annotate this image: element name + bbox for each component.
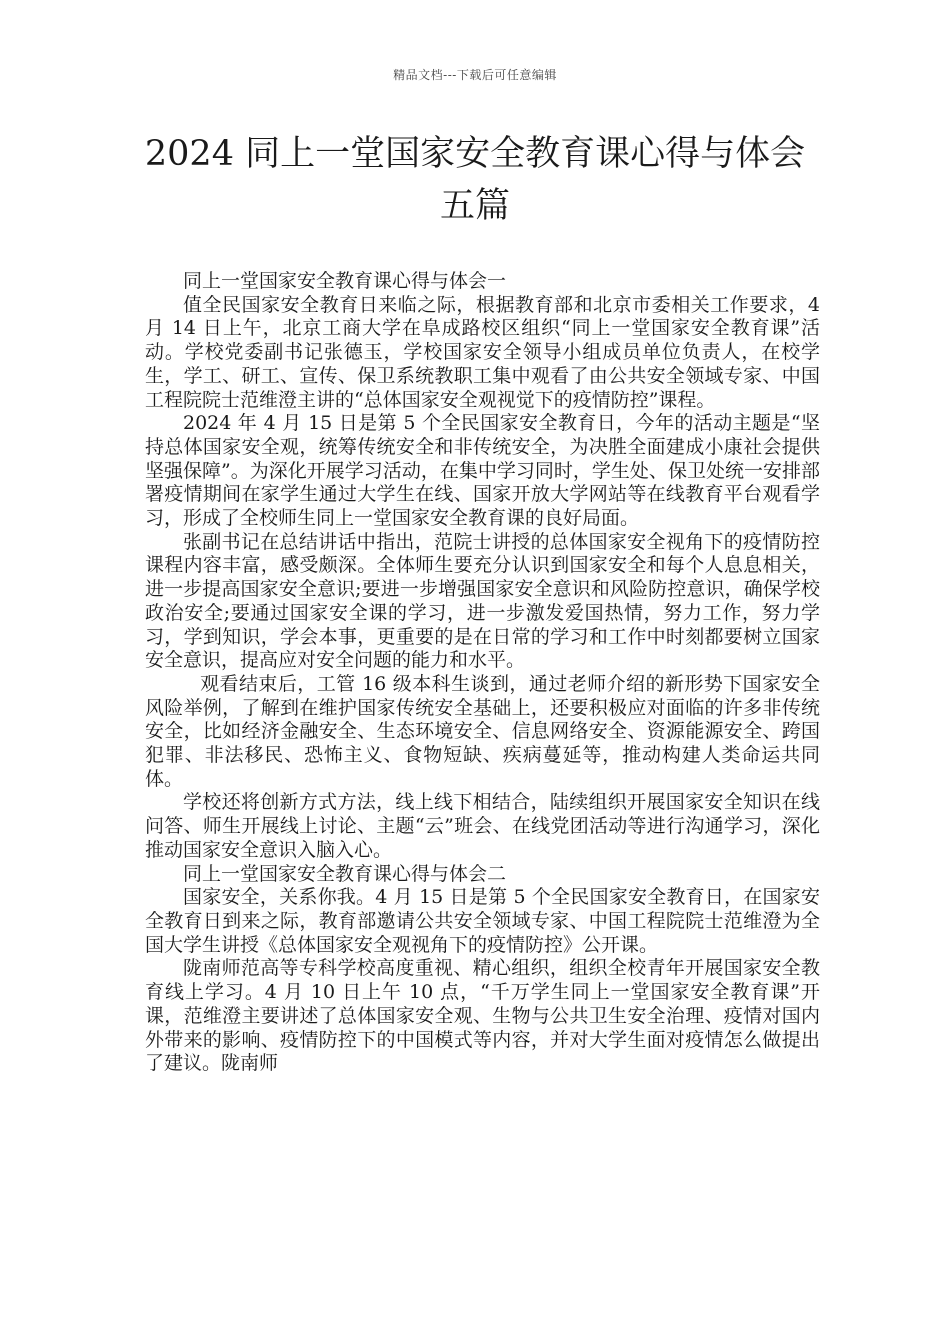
document-body [145, 270, 820, 1076]
paragraph: 2024 年 4 月 15 日是第 5 个全民国家安全教育日，今年的活动主题是“坚持总体国家安全观，统筹传统安全和非传统安全，为决胜全面建成小康社会提供坚强保障”。为深化开展学习活动，在集中学习同时，学生处、保卫处统一安排部署疫情期间在家学生通过大学生在线、国家开放大学网站等在线教育平台观看学习，形成了全校师生同上一堂国家安全教育课的良好局面。 [145, 412, 820, 530]
document-title [130, 128, 820, 232]
paragraph: 观看结束后，工管 16 级本科生谈到，通过老师介绍的新形势下国家安全风险举例，了解到在维护国家传统安全基础上，还要积极应对面临的许多非传统安全，比如经济金融安全、生态环境安全、信息网络安全、资源能源安全、跨国犯罪、非法移民、恐怖主义、食物短缺、疾病蔓延等，推动构建人类命运共同体。 [145, 672, 820, 790]
title-line-2: 五篇 [439, 186, 510, 226]
section-heading-1: 同上一堂国家安全教育课心得与体会一 [183, 270, 507, 292]
paragraph: 张副书记在总结讲话中指出，范院士讲授的总体国家安全视角下的疫情防控课程内容丰富，感受颇深。全体师生要充分认识到国家安全和每个人息息相关，进一步提高国家安全意识;要进一步增强国家安全意识和风险防控意识，确保学校政治安全;要通过国家安全课的学习，进一步激发爱国热情，努力工作，努力学习，学到知识，学会本事，更重要的是在日常的学习和工作中时刻都要树立国家安全意识，提高应对安全问题的能力和水平。 [145, 530, 820, 672]
title-line-1: 2024 同上一堂国家安全教育课心得与体会 [144, 134, 806, 174]
header-note: 精品文档---下载后可任意编辑 [393, 68, 557, 82]
section-heading-2: 同上一堂国家安全教育课心得与体会二 [183, 862, 507, 885]
paragraph: 陇南师范高等专科学校高度重视、精心组织，组织全校青年开展国家安全教育线上学习。4 月 10 日上午 10 点，“千万学生同上一堂国家安全教育课”开课，范维澄主要讲述了总体国家安全观、生物与公共卫生安全治理、疫情对国内外带来的影响、疫情防控下的中国模式等内容，并对大学生面对疫情怎么做提出了建议。陇南师 [145, 957, 820, 1075]
paragraph: 值全民国家安全教育日来临之际，根据教育部和北京市委相关工作要求，4 月 14 日上午，北京工商大学在阜成路校区组织“同上一堂国家安全教育课”活动。学校党委副书记张德玉，学校国家安全领导小组成员单位负责人，在校学生，学工、研工、宣传、保卫系统教职工集中观看了由公共安全领域专家、中国工程院院士范维澄主讲的“总体国家安全观视觉下的疫情防控”课程。 [145, 293, 820, 411]
paragraph: 学校还将创新方式方法，线上线下相结合，陆续组织开展国家安全知识在线问答、师生开展线上讨论、主题“云”班会、在线党团活动等进行沟通学习，深化推动国家安全意识入脑入心。 [145, 791, 820, 861]
paragraph: 国家安全，关系你我。4 月 15 日是第 5 个全民国家安全教育日，在国家安全教育日到来之际，教育部邀请公共安全领域专家、中国工程院院士范维澄为全国大学生讲授《总体国家安全观视角下的疫情防控》公开课。 [145, 886, 820, 956]
